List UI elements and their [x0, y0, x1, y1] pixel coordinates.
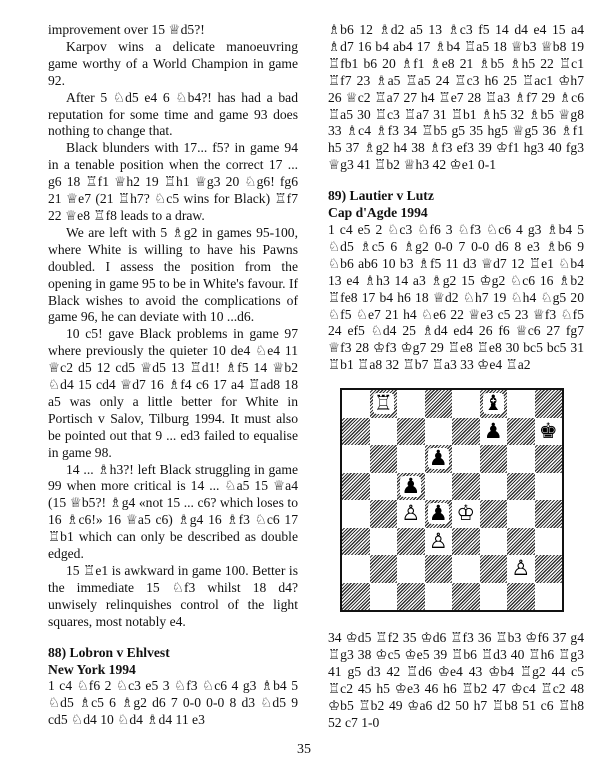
board-square-a8 [342, 390, 370, 418]
game-moves-after-diagram: 34 ♔d5 ♖f2 35 ♔d6 ♖f3 36 ♖b3 ♔f6 37 g4 ♖g3 38 ♔c5 ♔e5 39 ♖b6 ♖d3 40 ♖h6 ♖g3 41 g5 d3 42 ♖d6 ♔e4 43 ♔b4 ♖g2 44 c5 ♖c2 45 h5 ♔e3 46 h6 ♖b2 47 ♔c4 ♖c2 48 ♔b5 ♖b2 49 ♔a6 d2 50 h7 ♖b8 51 c6 ♖h8 52 c7 1-0 [328, 630, 584, 730]
board-square-c5 [397, 473, 425, 501]
board-square-g7 [507, 418, 535, 446]
board-square-d1 [425, 583, 453, 611]
chess-diagram [340, 388, 568, 616]
board-square-d7 [425, 418, 453, 446]
right-column [328, 22, 584, 732]
chess-piece-icon: ♝ [483, 391, 503, 416]
board-square-g4 [507, 500, 535, 528]
board-square-f4 [480, 500, 508, 528]
board-square-h4 [535, 500, 563, 528]
board-square-f7 [480, 418, 508, 446]
board-square-a5 [342, 473, 370, 501]
board-square-b8 [370, 390, 398, 418]
board-square-d6 [425, 445, 453, 473]
board-square-a6 [342, 445, 370, 473]
board-square-a3 [342, 528, 370, 556]
board-square-d4 [425, 500, 453, 528]
board-square-c2 [397, 555, 425, 583]
board-square-e6 [452, 445, 480, 473]
board-square-g1 [507, 583, 535, 611]
board-square-c6 [397, 445, 425, 473]
board-square-e3 [452, 528, 480, 556]
game-moves: 1 c4 e5 2 ♘c3 ♘f6 3 ♘f3 ♘c6 4 g3 ♗b4 5 ♘d5 ♗c5 6 ♗g2 0-0 7 0-0 d6 8 e3 ♗b6 9 ♘b6 ab6 10 b3 ♗f5 11 d3 ♕d7 12 ♖e1 ♘b4 13 e4 ♗h3 14 a3 ♗g2 15 ♔g2 ♘c6 16 ♗b2 ♖fe8 17 b4 h6 18 ♕d2 ♘h7 19 ♘h4 ♘g5 20 ♘f5 ♘e7 21 h4 ♘e6 22 ♕e3 c5 23 ♕f3 ♘f5 24 ef5 ♘d4 25 ♗d4 ed4 26 f6 ♕c6 27 fg7 ♕f3 28 ♔f3 ♔g7 29 ♖e8 ♖e8 30 bc5 bc5 31 ♖b1 ♖a8 32 ♖b7 ♖a3 33 ♔e4 ♖a2 [328, 221, 584, 373]
board-square-b2 [370, 555, 398, 583]
board-square-e8 [452, 390, 480, 418]
board-square-f8 [480, 390, 508, 418]
chess-piece-icon: ♙ [428, 528, 448, 553]
board-square-d3 [425, 528, 453, 556]
paragraph: After 5 ♘d5 e4 6 ♘b4?! has had a bad reputation for some time and game 93 does nothing to change that. [48, 89, 298, 139]
board-square-h2 [535, 555, 563, 583]
game-event: New York 1994 [48, 661, 136, 677]
board-square-c4 [397, 500, 425, 528]
board-square-f6 [480, 445, 508, 473]
board-square-c8 [397, 390, 425, 418]
chess-piece-icon: ♟ [428, 446, 448, 471]
board-square-b1 [370, 583, 398, 611]
board-square-f1 [480, 583, 508, 611]
chess-piece-icon: ♙ [401, 501, 421, 526]
board-square-e2 [452, 555, 480, 583]
board-square-f5 [480, 473, 508, 501]
board-square-e1 [452, 583, 480, 611]
chess-piece-icon: ♖ [373, 391, 393, 416]
chess-board [340, 388, 564, 612]
game-moves: 1 c4 ♘f6 2 ♘c3 e5 3 ♘f3 ♘c6 4 g3 ♗b4 5 ♘d5 ♗c5 6 ♗g2 d6 7 0-0 0-0 8 d3 ♘d5 9 cd5 ♘d4 10 ♘d4 ♗d4 11 e3 [48, 678, 298, 728]
board-square-b7 [370, 418, 398, 446]
board-square-h6 [535, 445, 563, 473]
board-square-f2 [480, 555, 508, 583]
board-square-a7 [342, 418, 370, 446]
paragraph: 14 ... ♗h3?! left Black struggling in game 99 when more critical is 14 ... ♘a5 15 ♕a4 (15 ♕b5?! ♗g4 «not 15 ... c6? which loses to 16 ♗c6!» 16 ♕a5 c6) ♗g4 16 ♗f3 ♘c6 17 ♖b1 which can only be described as double edged. [48, 461, 298, 562]
left-column [48, 22, 298, 729]
board-square-b4 [370, 500, 398, 528]
board-square-h1 [535, 583, 563, 611]
game-event: Cap d'Agde 1994 [328, 205, 428, 221]
board-square-a1 [342, 583, 370, 611]
board-square-c7 [397, 418, 425, 446]
chess-piece-icon: ♟ [428, 501, 448, 526]
board-square-a4 [342, 500, 370, 528]
board-square-g2 [507, 555, 535, 583]
game-moves-continuation: ♗b6 12 ♗d2 a5 13 ♗c3 f5 14 d4 e4 15 a4 ♗d7 16 b4 ab4 17 ♗b4 ♖a5 18 ♕b3 ♕b8 19 ♖fb1 b6 20 ♗f1 ♗e8 21 ♗b5 ♗h5 22 ♖c1 ♖f7 23 ♗a5 ♖a5 24 ♖c3 h6 25 ♖ac1 ♔h7 26 ♕c2 ♖a7 27 h4 ♖e7 28 ♖a3 ♗f7 29 ♗c6 ♖a5 30 ♖c3 ♖a7 31 ♖b1 ♗h5 32 ♗b5 ♕g8 33 ♗c4 ♗f3 34 ♖b5 g5 35 hg5 ♕g5 36 ♗f1 h5 37 ♗g2 h4 38 ♗f3 ef3 39 ♔f1 hg3 40 fg3 ♕g3 41 ♖b2 ♕h3 42 ♔e1 0-1 [328, 22, 584, 173]
paragraph: Black blunders with 17... f5? in game 94 in a tenable position when the correct 17 ... g6 18 ♖f1 ♕h2 19 ♖h1 ♕g3 20 ♘g6! fg6 21 ♕e7 (21 ♖h7? ♘c5 wins for Black) ♖f7 22 ♕e8 ♖f8 leads to a draw. [48, 140, 298, 223]
board-square-a2 [342, 555, 370, 583]
paragraph: 10 c5! gave Black problems in game 97 where previously the quieter 10 de4 ♘e4 11 ♕c2 d5 12 cd5 ♕d5 13 ♖d1! ♗f5 14 ♕b2 ♘d4 15 cd4 ♕d7 16 ♗f4 c6 17 a4 ♖ad8 18 a5 was only a little better for White in Portisch v Salov, Tilburg 1994. It must also be pointed out that 9 ... ed3 failed to equalise in game 98. [48, 326, 298, 460]
chess-piece-icon: ♟ [483, 418, 503, 443]
board-square-e4 [452, 500, 480, 528]
board-square-g5 [507, 473, 535, 501]
board-square-d5 [425, 473, 453, 501]
board-square-h3 [535, 528, 563, 556]
board-square-g6 [507, 445, 535, 473]
board-square-e5 [452, 473, 480, 501]
board-square-c3 [397, 528, 425, 556]
board-square-d8 [425, 390, 453, 418]
board-square-f3 [480, 528, 508, 556]
board-square-h8 [535, 390, 563, 418]
game-header: 89) Lautier v Lutz [328, 188, 434, 204]
board-square-b5 [370, 473, 398, 501]
game-header: 88) Lobron v Ehlvest [48, 644, 170, 660]
paragraph: improvement over 15 ♕d5?! [48, 22, 205, 37]
board-square-c1 [397, 583, 425, 611]
board-square-d2 [425, 555, 453, 583]
board-square-b3 [370, 528, 398, 556]
board-square-h7 [535, 418, 563, 446]
board-square-e7 [452, 418, 480, 446]
page-number: 35 [297, 742, 311, 757]
paragraph: We are left with 5 ♗g2 in games 95-100, where White is willing to have his Pawns doubled. I assess the position from the opening in game 95 to be in White's favour. If Black wishes to avoid the complications of game 96, he can deviate with 10 ...d6. [48, 224, 298, 325]
board-square-b6 [370, 445, 398, 473]
chess-piece-icon: ♚ [538, 418, 558, 443]
board-square-g3 [507, 528, 535, 556]
paragraph: Karpov wins a delicate manoeuvring game worthy of a World Champion in game 92. [48, 38, 298, 88]
chess-piece-icon: ♔ [456, 501, 476, 526]
chess-piece-icon: ♙ [511, 556, 531, 581]
board-square-h5 [535, 473, 563, 501]
chess-piece-icon: ♟ [401, 473, 421, 498]
paragraph: 15 ♖e1 is awkward in game 100. Better is the immediate 15 ♘f3 whilst 18 d4? unwisely relinquishes control of the light squares, most notably e4. [48, 563, 298, 629]
board-square-g8 [507, 390, 535, 418]
